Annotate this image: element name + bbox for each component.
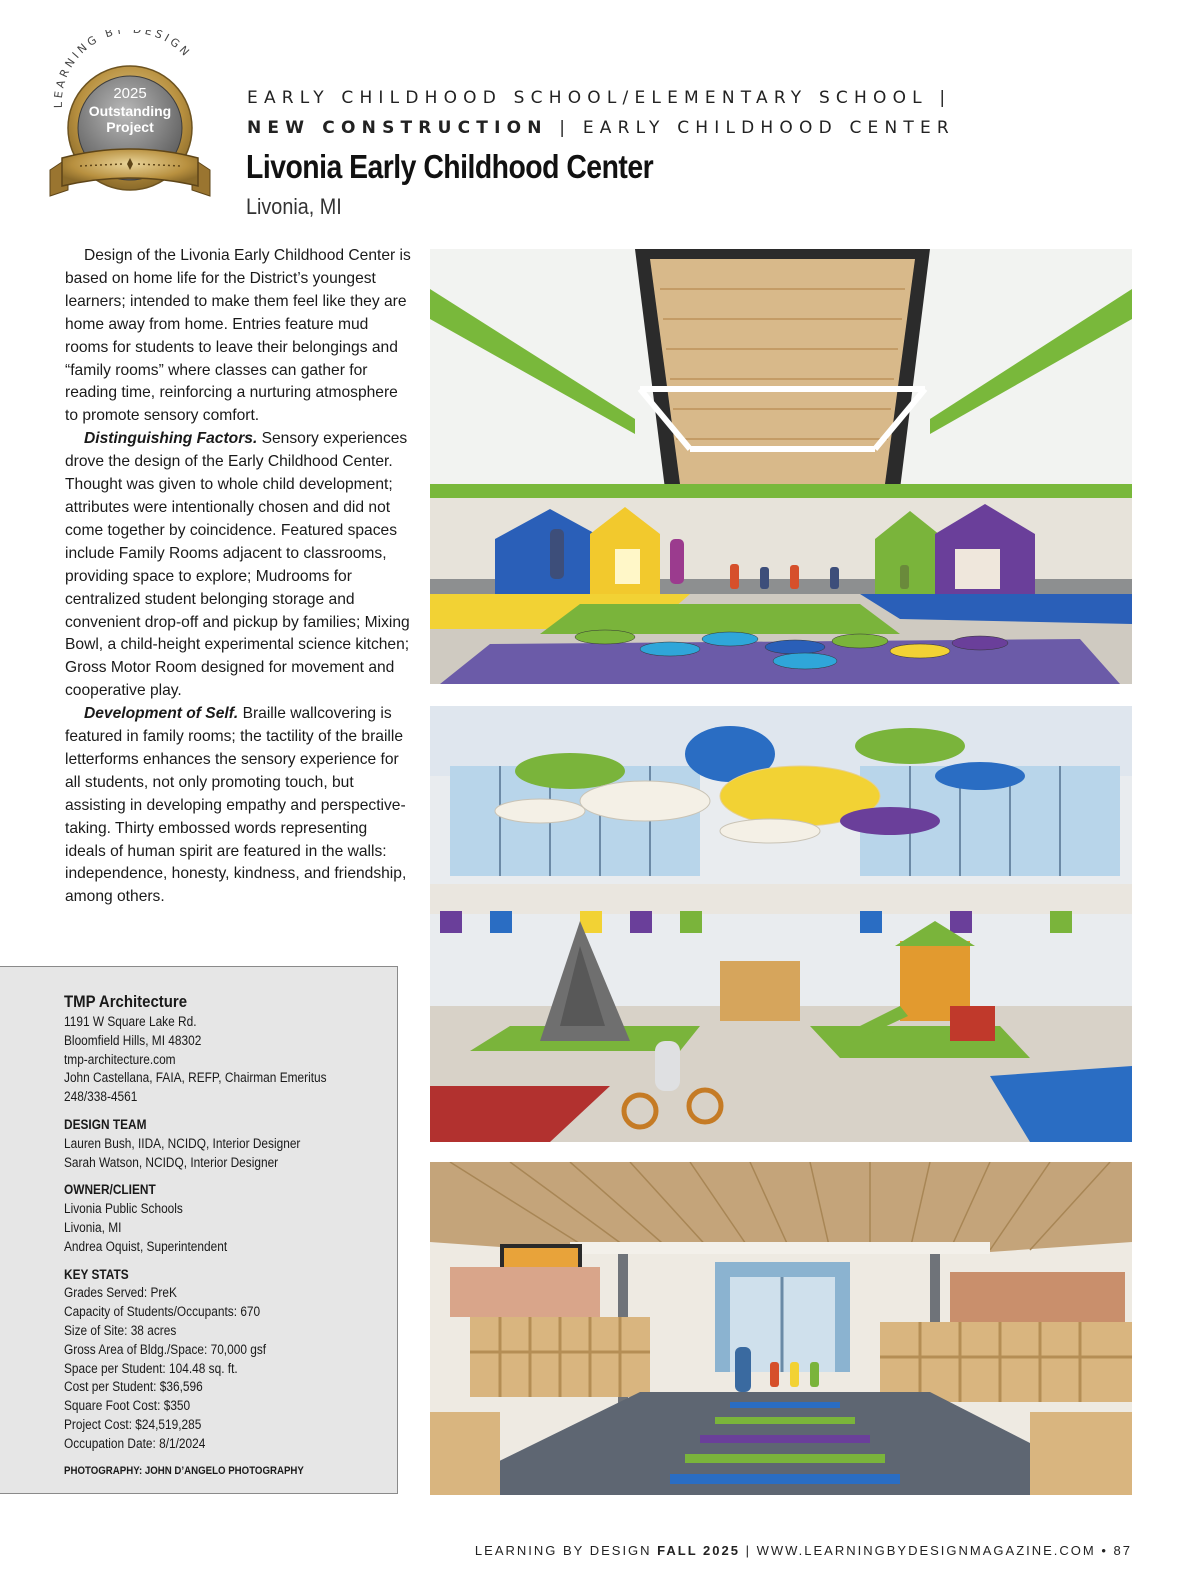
award-badge (40, 30, 220, 210)
footer-url-page: | WWW.LEARNINGBYDESIGNMAGAZINE.COM • 87 (739, 1543, 1132, 1558)
design-team-list (64, 1135, 354, 1173)
firm-detail-line: Bloomfield Hills, MI 48302 (64, 1032, 202, 1048)
text-development: Braille wallcovering is featured in family rooms; the tactility of the braille letterforms enhances the sensory experience for all students, not only promoting touch, but assisting in developing empathy and perspective-taking. Thirty embossed words representing ideals of human spirit are featured in the walls: independence, honesty, kindness, and friendship, among others. (65, 705, 407, 906)
paragraph-distinguishing (65, 428, 412, 703)
article-body (65, 245, 412, 909)
key-stat-line: Grades Served: PreK (64, 1285, 177, 1301)
photo-gross-motor-room (430, 706, 1132, 1142)
firm-details (64, 1013, 354, 1107)
category-line-2-rest: | EARLY CHILDHOOD CENTER (547, 118, 955, 138)
photo-mudroom (430, 1162, 1132, 1495)
project-title: Livonia Early Childhood Center (246, 148, 654, 185)
owner-list (64, 1200, 354, 1256)
footer-magazine: LEARNING BY DESIGN (474, 1543, 658, 1558)
text-distinguishing: Sensory experiences drove the design of the Early Childhood Center. Thought was given to whole child development; attributes were intentionally chosen and did not come together by coincidence. Featured spaces include Family Rooms adjacent to classrooms, providing space to explore; Mudrooms for centralized student belonging storage and convenient drop-off and pickup by families; Mixing Bowl, a child-height experimental science kitchen; Gross Motor Room designed for movement and cooperative play. (65, 430, 410, 700)
key-stats-list (64, 1284, 354, 1453)
badge-line2: Project (106, 119, 154, 135)
badge-line1: Outstanding (88, 103, 172, 119)
page-footer (475, 1543, 1132, 1558)
key-stat-line: Size of Site: 38 acres (64, 1322, 177, 1338)
footer-issue: FALL 2025 (657, 1543, 740, 1558)
owner-detail-line: Andrea Oquist, Superintendent (64, 1238, 228, 1254)
category-new-construction: NEW CONSTRUCTION (247, 118, 548, 138)
lead-development: Development of Self. (84, 705, 239, 723)
key-stat-line: Square Foot Cost: $350 (64, 1398, 191, 1414)
key-stats-heading: KEY STATS (64, 1266, 129, 1282)
owner-heading: OWNER/CLIENT (64, 1182, 156, 1198)
firm-name: TMP Architecture (64, 992, 188, 1011)
credits-box (0, 966, 398, 1494)
lead-distinguishing: Distinguishing Factors. (84, 430, 258, 448)
photo-commons-playhouses (430, 249, 1132, 684)
design-team-heading: DESIGN TEAM (64, 1116, 147, 1132)
category-line-1: EARLY CHILDHOOD SCHOOL/ELEMENTARY SCHOOL | (247, 88, 952, 108)
key-stat-line: Space per Student: 104.48 sq. ft. (64, 1360, 238, 1376)
firm-detail-line: 248/338-4561 (64, 1089, 138, 1105)
photography-credit: PHOTOGRAPHY: JOHN D’ANGELO PHOTOGRAPHY (64, 1464, 304, 1477)
firm-detail-line: 1191 W Square Lake Rd. (64, 1014, 197, 1029)
category-line-2 (247, 118, 955, 138)
firm-detail-line: John Castellana, FAIA, REFP, Chairman Emeritus (64, 1070, 327, 1086)
badge-year: 2025 (113, 85, 147, 102)
key-stat-line: Occupation Date: 8/1/2024 (64, 1435, 206, 1451)
key-stat-line: Project Cost: $24,519,285 (64, 1416, 202, 1432)
paragraph-development (65, 703, 412, 909)
project-location: Livonia, MI (246, 194, 342, 219)
firm-detail-line: tmp-architecture.com (64, 1051, 176, 1067)
key-stat-line: Cost per Student: $36,596 (64, 1379, 203, 1395)
badge-arc-text: LEARNING BY ESIGN (51, 30, 194, 109)
owner-detail-line: Livonia Public Schools (64, 1201, 183, 1217)
key-stat-line: Gross Area of Bldg./Space: 70,000 gsf (64, 1341, 267, 1357)
owner-detail-line: Livonia, MI (64, 1219, 122, 1235)
design-team-member: Lauren Bush, IIDA, NCIDQ, Interior Designer (64, 1135, 301, 1151)
key-stat-line: Capacity of Students/Occupants: 670 (64, 1304, 261, 1320)
paragraph-intro: Design of the Livonia Early Childhood Center is based on home life for the District’s youngest learners; intended to make them feel like they are home away from home. Entries feature mud rooms for students to leave their belongings and “family rooms” where classes can gather for reading time, reinforcing a nurturing atmosphere to promote sensory comfort. (65, 247, 411, 425)
design-team-member: Sarah Watson, NCIDQ, Interior Designer (64, 1154, 279, 1170)
award-badge-graphic (40, 30, 220, 210)
credits-content (64, 991, 354, 1480)
